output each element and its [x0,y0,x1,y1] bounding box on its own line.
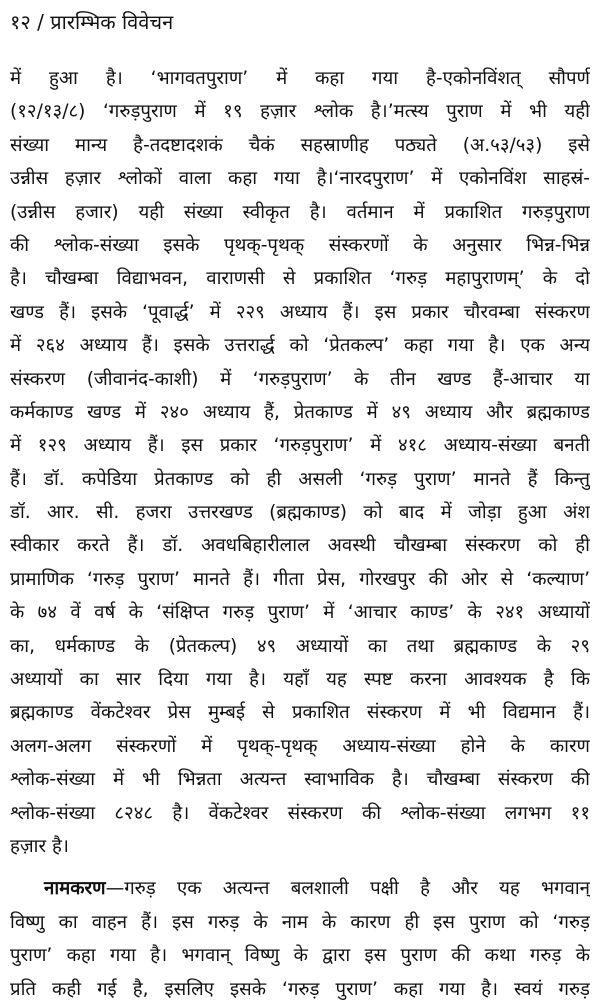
paragraph-2 [10,872,590,1006]
text-line: (१२/१३/८) ‘गरुड़पुराण में १९ हज़ार श्लोक है।’मत्स्य पुराण में भी यही [10,101,590,123]
text-line: की श्लोक-संख्या इसके पृथक्-पृथक् संस्करणों के अनुसार भिन्न-भिन्न [10,234,590,256]
heading-term: नामकरण [44,878,106,900]
text-line: अलग-अलग संस्करणों में पृथक्-पृथक् अध्याय-संख्या होने के कारण [10,735,590,757]
text-line: कर्मकाण्ड खण्ड में २४० अध्याय हैं, प्रेतकाण्ड में ४९ अध्याय और ब्रह्मकाण्ड [10,401,590,423]
running-header [10,8,173,36]
text-line: है। चौखम्बा विद्याभवन, वाराणसी से प्रकाशित ‘गरुड़ महापुराणम्’ के दो [10,268,590,290]
text-line: हज़ार है। [10,835,69,857]
text-line: उन्नीस हज़ार श्लोकों वाला कहा गया है।‘नारदपुराण’ में एकोनविंश साहस्रं- [10,168,590,190]
text-line: में हुआ है। ‘भागवतपुराण’ में कहा गया है-एकोनविंशत् सौपर्ण [10,68,590,89]
body-text [10,62,590,1006]
paragraph-1 [10,62,590,863]
text-fragment: —गरुड़ एक अत्यन्त बलशाली पक्षी है और यह भगवान् [105,878,590,900]
text-line: श्लोक-संख्या ८२४८ है। वेंकटेश्वर संस्करण की श्लोक-संख्या लगभग ११ [10,802,590,824]
text-line: (उन्नीस हजार) यही संख्या स्वीकृत है। वर्तमान में प्रकाशित गरुड़पुराण [10,201,590,223]
text-line: प्रामाणिक ‘गरुड़ पुराण’ मानते हैं। गीता प्रेस, गोरखपुर की ओर से ‘कल्याण’ [10,568,590,590]
text-line: के ७४ वें वर्ष के ‘संक्षिप्त गरुड़ पुराण’ में ‘आचार काण्ड’ के २४१ अध्यायों [10,602,590,624]
text-line: खण्ड हैं। इसके ‘पूवार्द्ध’ में २२९ अध्याय हैं। इस प्रकार चौरवम्बा संस्करण [10,301,590,323]
page-number: १२ [10,10,31,34]
text-line: में १२९ अध्याय हैं। इस प्रकार ‘गरुड़पुराण’ में ४१८ अध्याय-संख्या बनती [10,435,590,457]
text-line: स्वीकार करते हैं। डॉ. अवधबिहारीलाल अवस्थी चौखम्बा संस्करण को ही [10,535,590,557]
text-line: श्लोक-संख्या में भी भिन्नता अत्यन्त स्वाभाविक है। चौखम्बा संस्करण की [10,769,590,791]
text-line: संख्या मान्य है-तदष्टादशकं चैकं सहस्राणीह पठ्यते (अ.५३/५३) इसे [10,134,590,156]
text-line: में २६४ अध्याय हैं। इसके उत्तरार्द्ध को ‘प्रेतकल्प’ कहा गया है। एक अन्य [10,335,590,357]
text-line: संस्करण (जीवानंद-काशी) में ‘गरुड़पुराण’ के तीन खण्ड हैं-आचार या [10,368,590,390]
text-line: हैं। डॉ. कपेडिया प्रेतकाण्ड को ही असली ‘गरुड़ पुराण’ मानते हैं किन्तु [10,468,590,490]
text-line: विष्णु का वाहन हैं। इस गरुड़ के नाम के कारण ही इस पुराण को ‘गरुड़ [10,911,590,933]
section-title: प्रारम्भिक विवेचन [50,10,174,34]
text-line: का, धर्मकाण्ड के (प्रेतकल्प) ४९ अध्यायों का तथा ब्रह्मकाण्ड के २९ [10,635,590,657]
text-line: प्रति कही गई है, इसलिए इसके ‘गरुड़ पुराण’ कहा गया है। स्वयं गरुड़ [10,978,590,1000]
paragraph-gap [10,863,590,872]
header-separator: / [37,10,44,34]
text-line: ब्रह्मकाण्ड वेंकटेश्वर प्रेस मुम्बई से प्रकाशित संस्करण में भी विद्यमान हैं। [10,702,590,724]
text-line: अध्यायों का सार दिया गया है। यहाँ यह स्पष्ट करना आवश्यक है कि [10,669,590,691]
text-line-first [10,872,590,905]
text-line: पुराण’ कहा गया है। भगवान् विष्णु के द्वारा इस पुराण की कथा गरुड़ के [10,945,590,967]
text-line: डॉ. आर. सी. हजरा उत्तरखण्ड (ब्रह्मकाण्ड) को बाद में जोड़ा हुआ अंश [10,502,590,524]
